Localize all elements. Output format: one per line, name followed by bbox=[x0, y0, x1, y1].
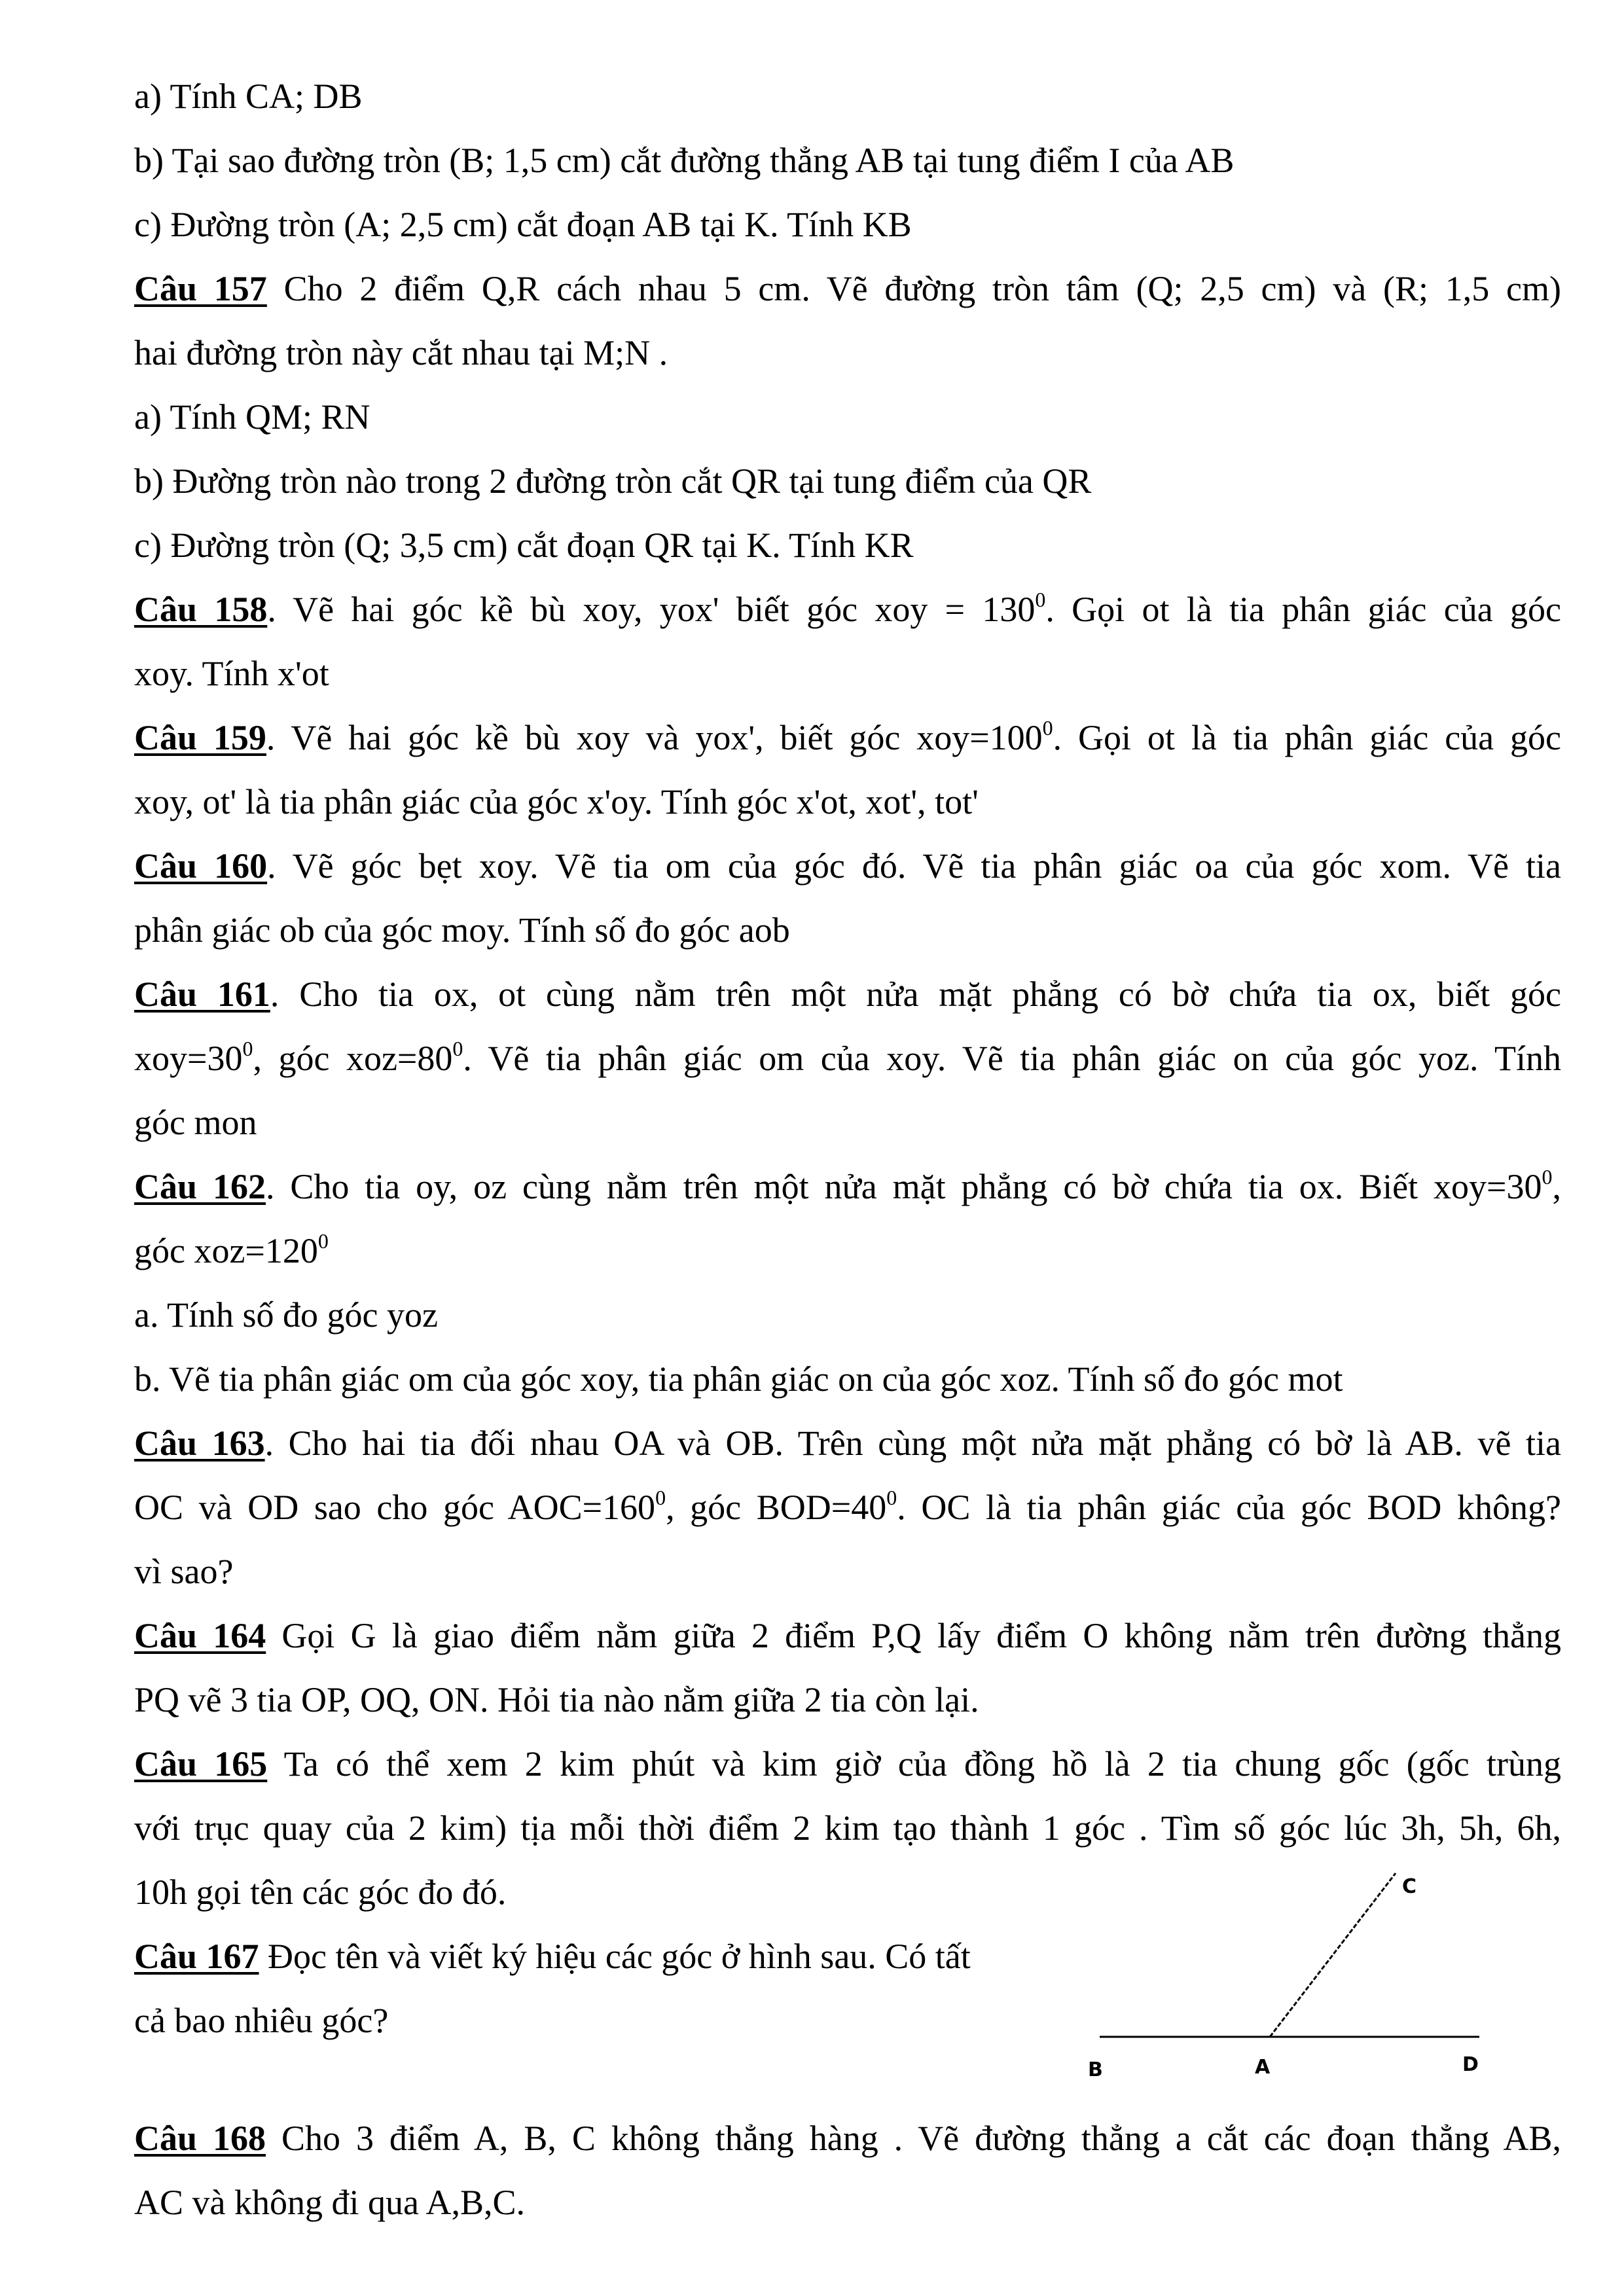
question-160-line-2: phân giác ob của góc moy. Tính số đo góc aob bbox=[134, 910, 790, 950]
line-b-duong-tron-b: b) Tại sao đường tròn (B; 1,5 cm) cắt đường thẳng AB tại tung điểm I của AB bbox=[134, 141, 1235, 180]
question-159-label: Câu 159 bbox=[134, 718, 266, 757]
question-165: Câu 165 Ta có thể xem 2 kim phút và kim giờ của đồng hồ là 2 tia chung gốc (gốc trùng bbox=[134, 1744, 1561, 1784]
question-158-line-2: xoy. Tính x'ot bbox=[134, 654, 329, 693]
question-158: Câu 158. Vẽ hai góc kề bù xoy, yox' biết góc xoy = $130^0$. Gọi ot là tia phân giác của góc bbox=[134, 588, 1562, 629]
label-point-a: A bbox=[1255, 2056, 1271, 2079]
angle-figure bbox=[1074, 1865, 1492, 2114]
question-157-part-b: b) Đường tròn nào trong 2 đường tròn cắt QR tại tung điểm của QR bbox=[134, 461, 1092, 501]
question-162-line-2: góc $xoz=120^0$ bbox=[134, 1229, 329, 1270]
line-a-tinh-ca-db: a) Tính CA; DB bbox=[134, 77, 363, 116]
line-c-duong-tron-a: c) Đường tròn (A; 2,5 cm) cắt đoạn AB tại K. Tính KB bbox=[134, 205, 912, 244]
question-159-line-2: xoy, ot' là tia phân giác của góc x'oy. Tính góc x'ot, xot', tot' bbox=[134, 782, 979, 821]
question-161-line-3: góc mon bbox=[134, 1103, 257, 1142]
question-163-line-2: OC và OD sao cho góc $AOC=160^0$, góc $BOD=40^0$. OC là tia phân giác của góc BOD không? bbox=[134, 1486, 1561, 1527]
label-point-b: B bbox=[1088, 2058, 1103, 2081]
question-160-label: Câu 160 bbox=[134, 846, 268, 886]
question-165-label: Câu 165 bbox=[134, 1744, 268, 1784]
question-157: Câu 157 Cho 2 điểm Q,R cách nhau 5 cm. Vẽ đường tròn tâm (Q; 2,5 cm) và (R; 1,5 cm) bbox=[134, 269, 1562, 308]
question-160: Câu 160. Vẽ góc bẹt xoy. Vẽ tia om của góc đó. Vẽ tia phân giác oa của góc xom. Vẽ tia bbox=[134, 846, 1561, 886]
question-167-line-2: cả bao nhiêu góc? bbox=[134, 2001, 389, 2040]
label-point-c: C bbox=[1402, 1875, 1417, 1898]
question-167-label: Câu 167 bbox=[134, 1937, 259, 1976]
question-162-label: Câu 162 bbox=[134, 1167, 266, 1206]
question-161: Câu 161. Cho tia ox, ot cùng nằm trên một nửa mặt phẳng có bờ chứa tia ox, biết góc bbox=[134, 975, 1561, 1014]
question-158-label: Câu 158 bbox=[134, 590, 268, 629]
question-164-line-2: PQ vẽ 3 tia OP, OQ, ON. Hỏi tia nào nằm giữa 2 tia còn lại. bbox=[134, 1680, 979, 1719]
question-163-line-3: vì sao? bbox=[134, 1552, 234, 1591]
question-168: Câu 168 Cho 3 điểm A, B, C không thẳng hàng . Vẽ đường thẳng a cắt các đoạn thẳng AB, bbox=[134, 2119, 1561, 2158]
question-157-line-2: hai đường tròn này cắt nhau tại M;N . bbox=[134, 333, 668, 372]
label-point-d: D bbox=[1462, 2053, 1479, 2076]
question-161-label: Câu 161 bbox=[134, 975, 270, 1014]
ray-ac bbox=[1270, 1873, 1396, 2037]
question-159: Câu 159. Vẽ hai góc kề bù xoy và yox', biết góc $xoy=100^0$. Gọi ot là tia phân giác của góc bbox=[134, 716, 1561, 757]
question-163-label: Câu 163 bbox=[134, 1424, 265, 1463]
question-167: Câu 167 Đọc tên và viết ký hiệu các góc ở hình sau. Có tất bbox=[134, 1937, 971, 1976]
question-163: Câu 163. Cho hai tia đối nhau OA và OB. Trên cùng một nửa mặt phẳng có bờ là AB. vẽ tia bbox=[134, 1424, 1561, 1463]
question-164-label: Câu 164 bbox=[134, 1616, 266, 1655]
question-164: Câu 164 Gọi G là giao điểm nằm giữa 2 điểm P,Q lấy điểm O không nằm trên đường thẳng bbox=[134, 1616, 1561, 1655]
question-168-label: Câu 168 bbox=[134, 2119, 266, 2158]
question-161-line-2: $xoy=30^0$, góc $xoz=80^0$. Vẽ tia phân giác om của xoy. Vẽ tia phân giác on của góc yoz. Tính bbox=[134, 1037, 1561, 1078]
question-165-line-3: 10h gọi tên các góc đo đó. bbox=[134, 1873, 507, 1912]
question-157-part-c: c) Đường tròn (Q; 3,5 cm) cắt đoạn QR tại K. Tính KR bbox=[134, 526, 914, 565]
question-157-label: Câu 157 bbox=[134, 269, 267, 308]
question-162-part-a: a. Tính số đo góc yoz bbox=[134, 1295, 438, 1335]
question-162: Câu 162. Cho tia oy, oz cùng nằm trên một nửa mặt phẳng có bờ chứa tia ox. Biết $xoy=30^0$, bbox=[134, 1165, 1562, 1206]
question-162-part-b: b. Vẽ tia phân giác om của góc xoy, tia phân giác on của góc xoz. Tính số đo góc mot bbox=[134, 1359, 1343, 1399]
question-168-line-2: AC và không đi qua A,B,C. bbox=[134, 2183, 526, 2222]
question-165-line-2: với trục quay của 2 kim) tịa mỗi thời điểm 2 kim tạo thành 1 góc . Tìm số góc lúc 3h, 5h, 6h, bbox=[134, 1808, 1561, 1848]
question-157-part-a: a) Tính QM; RN bbox=[134, 397, 370, 437]
